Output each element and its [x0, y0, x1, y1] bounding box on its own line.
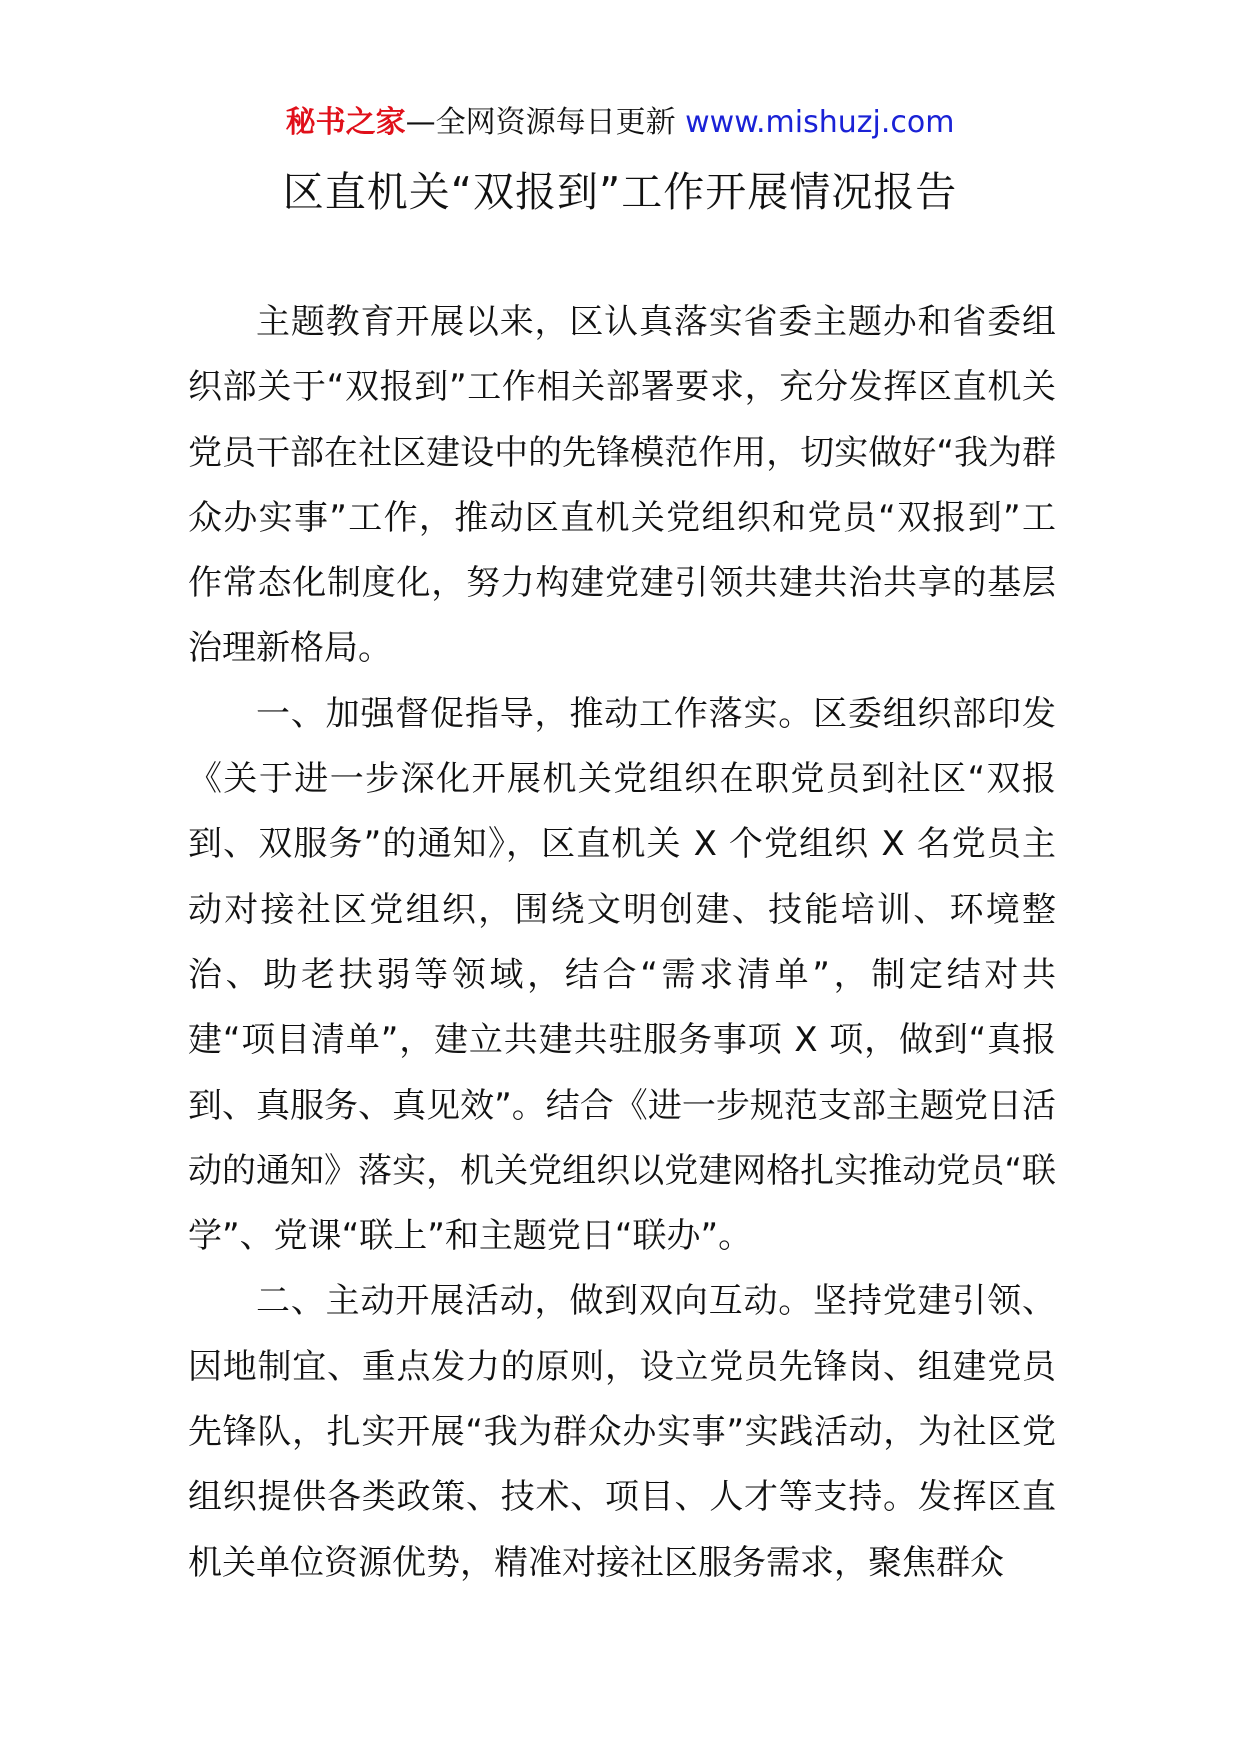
paragraph-text: 坚持党建引领、因地制宜、重点发力的原则，设立党员先锋岗、组建党员先锋队，扎实开展“我为群众办实事”实践活动，为社区党组织提供各类政策、技术、项目、人才等支持。发挥区直机关单位资源优势，精准对接社区服务需求，聚焦群众: [188, 1281, 1056, 1583]
paragraph-section-1: [188, 682, 1056, 1270]
site-url-link[interactable]: www.mishuzj.com: [685, 105, 955, 140]
paragraph-text: 主题教育开展以来，区认真落实省委主题办和省委组织部关于“双报到”工作相关部署要求，充分发挥区直机关党员干部在社区建设中的先锋模范作用，切实做好“我为群众办实事”工作，推动区直机关党组织和党员“双报到”工作常态化制度化，努力构建党建引领共建共治共享的基层治理新格局。: [188, 302, 1056, 669]
paragraph-intro: [188, 290, 1056, 682]
brand-name: 秘书之家: [285, 105, 406, 140]
header-tagline: —全网资源每日更新: [405, 105, 676, 140]
paragraph-section-2: [188, 1269, 1056, 1590]
document-body: [188, 290, 1056, 1590]
section-heading: 一、加强督促指导，推动工作落实。: [256, 693, 814, 734]
section-heading: 二、主动开展活动，做到双向互动。: [256, 1281, 814, 1322]
document-title: 区直机关“双报到”工作开展情况报告: [282, 168, 958, 216]
paragraph-text: 区委组织部印发《关于进一步深化开展机关党组织在职党员到社区“双报到、双服务”的通知》，区直机关 X 个党组织 X 名党员主动对接社区党组织，围绕文明创建、技能培训、环境整治、助老扶弱等领域，结合“需求清单”，制定结对共建“项目清单”，建立共建共驻服务事项 X 项，做到“真报到、真服务、真见效”。结合《进一步规范支部主题党日活动的通知》落实，机关党组织以党建网格扎实推动党员“联学”、党课“联上”和主题党日“联办”。: [188, 693, 1056, 1257]
site-header: [0, 100, 1240, 146]
